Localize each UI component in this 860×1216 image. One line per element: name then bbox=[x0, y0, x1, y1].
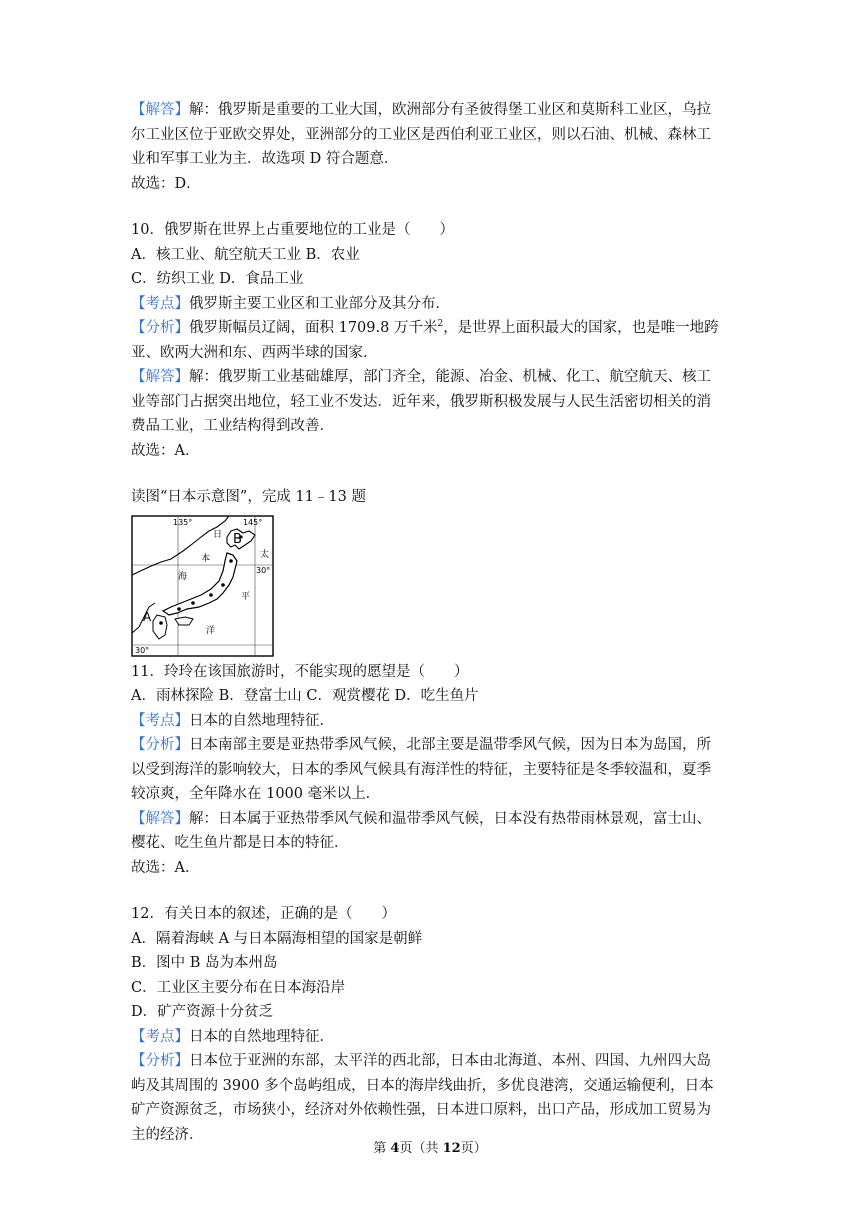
point-tag: 【考点】 bbox=[131, 712, 189, 729]
q10-analysis-line-2: 亚、欧两大洲和东、西两半球的国家． bbox=[131, 344, 378, 361]
point-tag: 【考点】 bbox=[131, 295, 189, 312]
lon-label-145: 145° bbox=[243, 517, 263, 527]
label-hai: 海 bbox=[178, 571, 188, 582]
city-dot bbox=[191, 601, 195, 605]
q11-answer-line-1: 【解答】解：日本属于亚热带季风气候和温带季风气候，日本没有热带雨林景观，富士山、 bbox=[131, 810, 711, 827]
q12-option-d: D．矿产资源十分贫乏 bbox=[131, 1004, 274, 1020]
page-total: 12 bbox=[442, 1141, 461, 1156]
analysis-tag: 【分析】 bbox=[131, 737, 189, 753]
q10-answer-line-1: 【解答】解：俄罗斯工业基础雄厚，部门齐全，能源、冶金、机械、化工、航空航天、核工 bbox=[131, 369, 711, 385]
lat-label-left: 30° bbox=[135, 645, 150, 655]
lat-label-right: 30° bbox=[256, 565, 271, 575]
label-yang: 洋 bbox=[206, 625, 216, 636]
q12-analysis-line-2: 屿及其周围的 3900 多个岛屿组成，日本的海岸线曲折，多优良港湾，交通运输便利，日本 bbox=[131, 1077, 714, 1094]
q12-stem: 12．有关日本的叙述，正确的是（ ） bbox=[131, 906, 396, 922]
q12-point: 【考点】日本的自然地理特征． bbox=[131, 1028, 334, 1045]
city-dot bbox=[209, 593, 213, 597]
q11-choice: 故选：A． bbox=[131, 859, 200, 876]
label-A: A bbox=[143, 609, 152, 624]
shikoku-island bbox=[175, 617, 193, 625]
city-dot bbox=[177, 607, 181, 611]
q10-analysis-line-1: 【分析】俄罗斯幅员辽阔，面积 1709.8 万千米$^2$，是世界上面积最大的国家，也是唯一地跨 bbox=[131, 319, 719, 336]
q11-analysis-line-2: 以受到海洋的影响较大，日本的季风气候具有海洋性的特征，主要特征是冬季较温和，夏季 bbox=[131, 761, 711, 778]
q12-option-a: A．隔着海峡 A 与日本隔海相望的国家是朝鲜 bbox=[131, 930, 423, 947]
label-B: B bbox=[233, 531, 242, 547]
q11-point: 【考点】日本的自然地理特征． bbox=[131, 712, 334, 729]
q10-option-line-1: A．核工业、航空航天工业 B．农业 bbox=[131, 246, 360, 263]
japan-map-svg bbox=[131, 515, 274, 657]
q12-analysis-line-1: 【分析】日本位于亚洲的东部，太平洋的西北部，日本由北海道、本州、四国、九州四大岛 bbox=[131, 1053, 711, 1069]
q12-option-b: B．图中 B 岛为本州岛 bbox=[131, 955, 278, 971]
page-content bbox=[131, 98, 731, 1147]
q10-point: 【考点】俄罗斯主要工业区和工业部分及其分布． bbox=[131, 295, 450, 312]
label-ri: 日 bbox=[213, 529, 223, 540]
q11-stem: 11．玲玲在该国旅游时，不能实现的愿望是（ ） bbox=[131, 663, 469, 680]
city-dot bbox=[221, 583, 225, 587]
japan-map bbox=[131, 515, 274, 657]
analysis-tag: 【分析】 bbox=[131, 1053, 189, 1069]
q12-analysis-line-3: 矿产资源贫乏，市场狭小，经济对外依赖性强，日本进口原料，出口产品，形成加工贸易为 bbox=[131, 1102, 711, 1118]
q12-option-c: C．工业区主要分布在日本海沿岸 bbox=[131, 979, 346, 996]
q10-answer-line-2: 业等部门占据突出地位，轻工业不发达．近年来，俄罗斯积极发展与人民生活密切相关的消 bbox=[131, 393, 711, 410]
page-footer: 第 4页（共 12页） bbox=[373, 1141, 487, 1156]
q10-answer-line-3: 费品工业，工业结构得到改善． bbox=[131, 418, 334, 434]
lon-label-135: 135° bbox=[173, 517, 193, 527]
answer-tag: 【解答】 bbox=[131, 369, 189, 385]
q9-answer-line-2: 尔工业区位于亚欧交界处，亚洲部分的工业区是西伯利亚工业区，则以石油、机械、森林工 bbox=[131, 126, 711, 143]
q11-option-line-1: A．雨林探险 B．登富士山 C．观赏樱花 D．吃生鱼片 bbox=[131, 688, 479, 704]
q10-option-line-2: C．纺织工业 D．食品工业 bbox=[131, 271, 304, 287]
map-intro: 读图“日本示意图”，完成 11﹣13 题 bbox=[131, 489, 366, 505]
label-tai: 太 bbox=[260, 549, 270, 560]
q9-choice: 故选：D． bbox=[131, 175, 201, 192]
analysis-tag: 【分析】 bbox=[131, 320, 189, 336]
q11-analysis-line-1: 【分析】日本南部主要是亚热带季风气候，北部主要是温带季风气候，因为日本为岛国，所 bbox=[131, 737, 711, 753]
label-ping: 平 bbox=[241, 591, 251, 602]
city-dot bbox=[229, 559, 233, 563]
label-ben: 本 bbox=[201, 553, 211, 564]
city-dot bbox=[159, 621, 163, 625]
answer-tag: 【解答】 bbox=[131, 102, 189, 118]
q11-answer-line-2: 樱花、吃生鱼片都是日本的特征． bbox=[131, 835, 349, 851]
q10-choice: 故选：A． bbox=[131, 442, 200, 459]
q10-stem: 10．俄罗斯在世界上占重要地位的工业是（ ） bbox=[131, 222, 454, 238]
q9-answer-line-3: 业和军事工业为主．故选项 D 符合题意． bbox=[131, 151, 399, 167]
q9-answer-line-1: 【解答】解：俄罗斯是重要的工业大国，欧洲部分有圣彼得堡工业区和莫斯科工业区，乌拉 bbox=[131, 102, 711, 118]
q11-analysis-line-3: 较凉爽，全年降水在 1000 毫米以上． bbox=[131, 786, 381, 802]
page-number: 4 bbox=[390, 1141, 400, 1156]
q12-analysis-line-4: 主的经济． bbox=[131, 1126, 204, 1143]
answer-tag: 【解答】 bbox=[131, 810, 189, 827]
point-tag: 【考点】 bbox=[131, 1028, 189, 1045]
